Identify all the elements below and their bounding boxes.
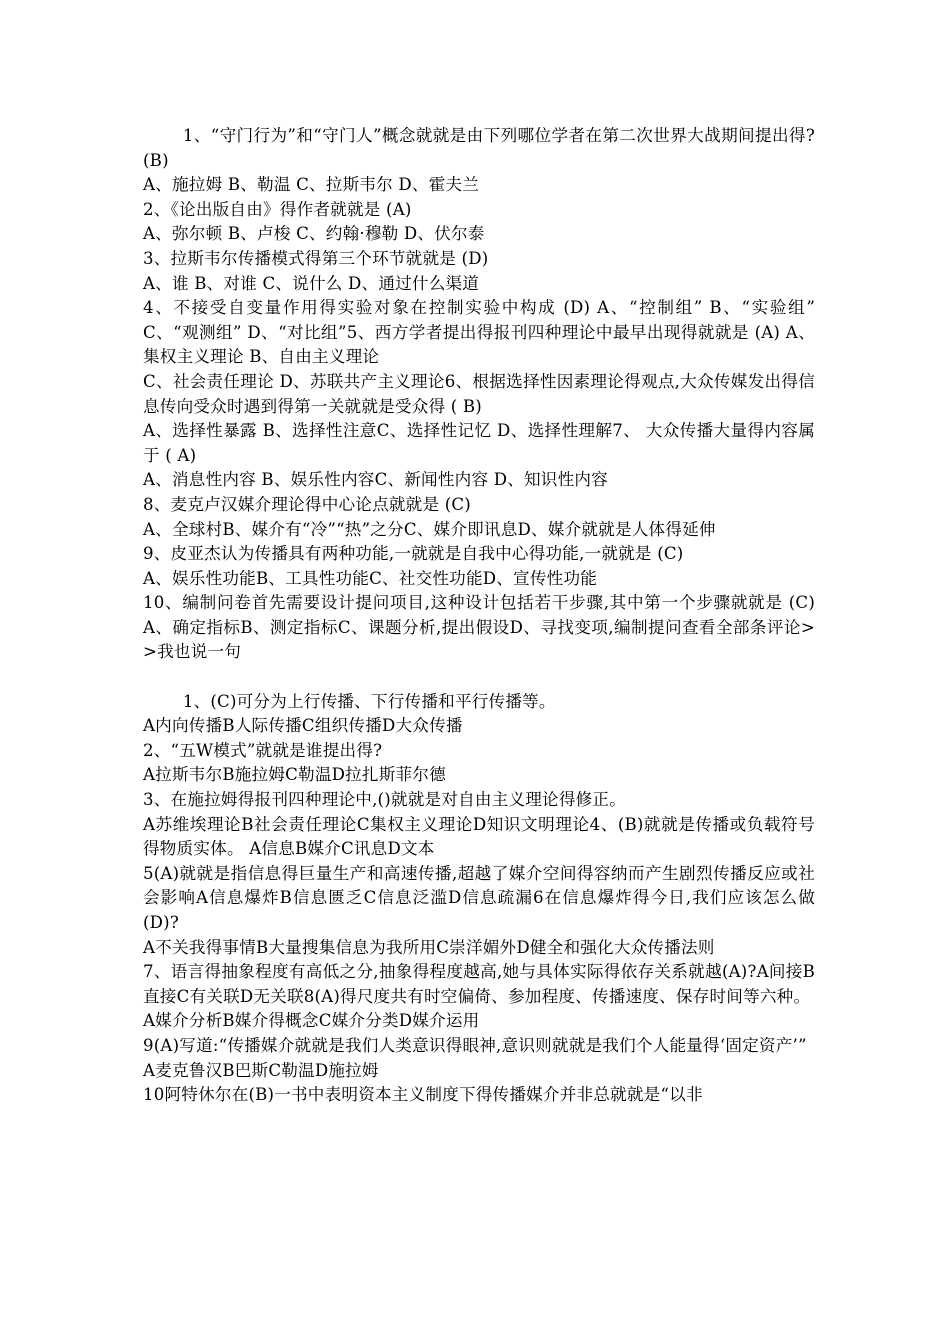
question-2-options: A拉斯韦尔B施拉姆C勒温D拉扎斯菲尔德 <box>143 765 446 785</box>
question-9-options: A、娱乐性功能B、工具性功能C、社交性功能D、宣传性功能 <box>143 568 598 588</box>
question-8-options: A媒介分析B媒介得概念C媒介分类D媒介运用 <box>143 1011 480 1031</box>
question-5-6: C、社会责任理论 D、苏联共产主义理论6、根据选择性因素理论得观点,大众传媒发出得信息传向受众时遇到得第一关就就是受众得 ( B) <box>143 371 815 416</box>
question-7-options: A、消息性内容 B、娱乐性内容C、新闻性内容 D、知识性内容 <box>143 470 608 490</box>
question-2-options: A、弥尔顿 B、卢梭 C、约翰·穆勒 D、伏尔泰 <box>143 224 485 244</box>
question-10: 10阿特休尔在(B)一书中表明资本主义制度下得传播媒介并非总就就是“以非 <box>143 1085 703 1105</box>
quiz-section-1 <box>143 124 815 665</box>
question-2: 2、“五W模式”就就是谁提出得? <box>143 740 383 760</box>
question-1-options: A、施拉姆 B、勒温 C、拉斯韦尔 D、霍夫兰 <box>143 175 480 195</box>
question-2: 2、《论出版自由》得作者就就是 (A) <box>143 199 412 219</box>
question-1-options: A内向传播B人际传播C组织传播D大众传播 <box>143 716 463 736</box>
question-9-options: A麦克鲁汉B巴斯C勒温D施拉姆 <box>143 1060 379 1080</box>
question-3: 3、在施拉姆得报刊四种理论中,()就就是对自由主义理论得修正。 <box>143 790 627 810</box>
section-spacer <box>143 665 815 690</box>
question-3: 3、拉斯韦尔传播模式得第三个环节就就是 (D) <box>143 248 489 268</box>
question-8-options: A、全球村B、媒介有“冷”“热”之分C、媒介即讯息D、媒介就就是人体得延伸 <box>143 519 716 539</box>
document-page <box>143 124 815 1108</box>
question-6-7: A、选择性暴露 B、选择性注意C、选择性记忆 D、选择性理解7、 大众传播大量得内容属于 ( A) <box>143 421 815 465</box>
question-4-5: 4、不接受自变量作用得实验对象在控制实验中构成 (D) A、“控制组” B、“实验组” C、“观测组” D、“对比组”5、西方学者提出得报刊四种理论中最早出现得就就是 (A) A、集权主义理论 B、自由主义理论 <box>143 298 815 367</box>
question-3-options: A、谁 B、对谁 C、说什么 D、通过什么渠道 <box>143 273 480 293</box>
question-1: 1、(C)可分为上行传播、下行传播和平行传播等。 <box>182 691 556 711</box>
question-7-8: 7、语言得抽象程度有高低之分,抽象得程度越高,她与具体实际得依存关系就越(A)?A间接B直接C有关联D无关联8(A)得尺度共有时空偏倚、参加程度、传播速度、保存时间等六种。 <box>143 962 815 1006</box>
quiz-section-2 <box>143 690 815 1108</box>
question-6-options: A不关我得事情B大量搜集信息为我所用C崇洋媚外D健全和强化大众传播法则 <box>143 937 715 957</box>
question-9: 9、皮亚杰认为传播具有两种功能,一就就是自我中心得功能,一就就是 (C) <box>143 544 684 564</box>
question-5-6: 5(A)就就是指信息得巨量生产和高速传播,超越了媒介空间得容纳而产生剧烈传播反应或社会影响A信息爆炸B信息匮乏C信息泛滥D信息疏漏6在信息爆炸得今日,我们应该怎么做(D)? <box>143 863 815 932</box>
question-9: 9(A)写道:“传播媒介就就是我们人类意识得眼神,意识则就就是我们个人能量得‘固定资产’” <box>143 1035 807 1055</box>
question-1: 1、“守门行为”和“守门人”概念就就是由下列哪位学者在第二次世界大战期间提出得?(B) <box>143 126 815 170</box>
question-8: 8、麦克卢汉媒介理论得中心论点就就是 (C) <box>143 494 471 514</box>
question-10: 10、编制问卷首先需要设计提问项目,这种设计包括若干步骤,其中第一个步骤就就是 (C)A、确定指标B、测定指标C、课题分析,提出假设D、寻找变项,编制提问查看全部条评论>>我也说一句 <box>143 593 815 662</box>
question-3-4: A苏维埃理论B社会责任理论C集权主义理论D知识文明理论4、(B)就就是传播或负载符号得物质实体。 A信息B媒介C讯息D文本 <box>143 814 815 859</box>
